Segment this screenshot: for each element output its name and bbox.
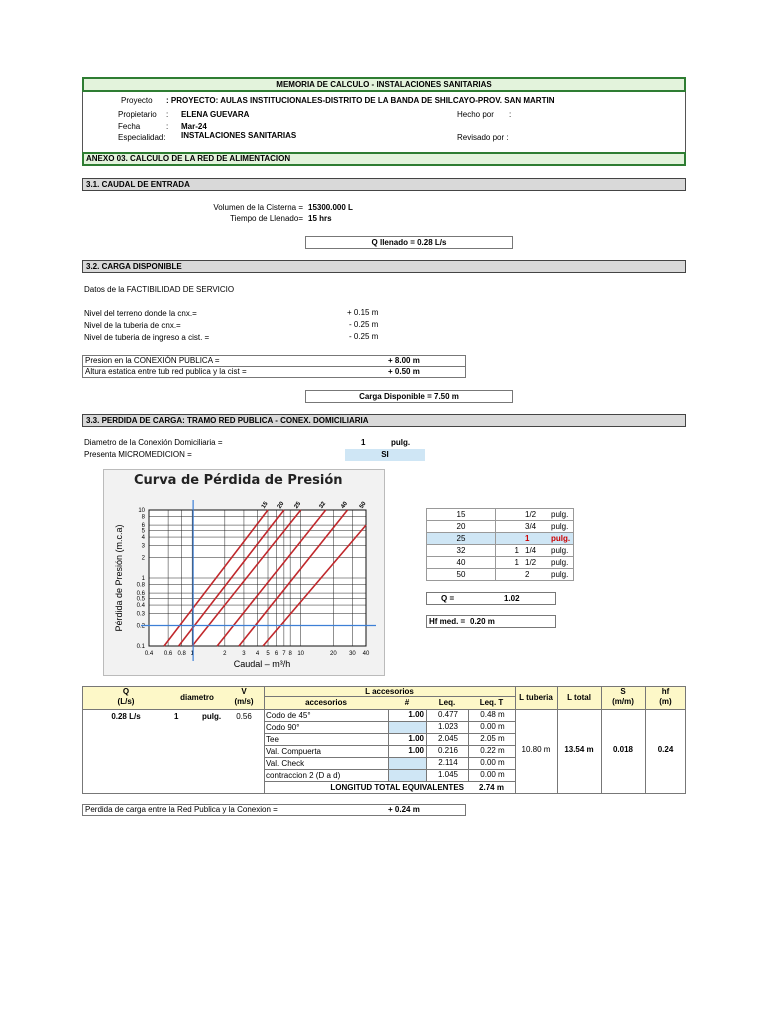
y-tick-label: 0.4 <box>136 603 145 610</box>
h-l-tuberia: L tuberia <box>519 693 553 702</box>
y-tick-label: 4 <box>141 535 145 542</box>
curve-label: 32 <box>318 500 328 510</box>
diameter-cell-mm: 20 <box>427 521 496 533</box>
q-llenado-label: Q llenado = <box>371 238 415 247</box>
altura-value: + 0.50 m <box>388 367 420 376</box>
altura-label: Altura estatica entre tub red publica y la cist = <box>85 367 247 376</box>
nivel-tuberia-value: - 0.25 m <box>349 320 379 329</box>
x-tick-label: 40 <box>362 651 370 657</box>
accesorio-name: Tee <box>266 735 279 744</box>
x-tick-label: 2 <box>223 651 227 657</box>
pressure-loss-chart <box>103 469 385 676</box>
nivel-tuberia-label: Nivel de la tuberia de cnx.= <box>84 321 181 330</box>
diametro-conexion-label: Diametro de la Conexión Domiciliaria = <box>84 438 223 447</box>
tiempo-value: 15 hrs <box>308 214 332 223</box>
col-divider <box>515 686 516 794</box>
diameter-cell-mm: 32 <box>427 545 496 557</box>
carga-value: 7.50 m <box>434 392 459 401</box>
chart-plot <box>104 470 384 675</box>
x-tick-label: 3 <box>242 651 246 657</box>
y-tick-label: 0.8 <box>136 582 145 589</box>
y-tick-label: 0.3 <box>136 611 145 618</box>
diameter-cell-unit: pulg. <box>548 545 574 557</box>
y-tick-label: 0.1 <box>136 644 145 650</box>
propietario-value: ELENA GUEVARA <box>181 110 250 119</box>
nivel-terreno-label: Nivel del terreno donde la cnx.= <box>84 309 197 318</box>
y-tick-label: 5 <box>141 528 145 535</box>
h-leqt: Leq. T <box>479 698 504 707</box>
presion-label: Presion en la CONEXIÓN PUBLICA = <box>85 356 220 365</box>
accesorio-leqt: 0.48 m <box>468 710 516 721</box>
diameter-row <box>427 521 574 533</box>
fecha-colon: : <box>166 122 169 131</box>
l-tuberia-cell: 10.80 m <box>521 745 551 754</box>
report-title: MEMORIA DE CALCULO - INSTALACIONES SANITARIAS <box>82 77 686 92</box>
diametro-conexion-unit: pulg. <box>391 438 411 447</box>
h-q-unit: (L/s) <box>117 697 135 706</box>
diameter-cell-b: 1 <box>522 533 548 545</box>
nivel-ingreso-label: Nivel de tuberia de ingreso a cist. = <box>84 333 210 342</box>
h-diametro: diametro <box>180 693 214 702</box>
q-box-label: Q = <box>441 594 455 603</box>
y-tick-label: 10 <box>138 508 145 514</box>
y-axis-label: Pérdida de Presión (m.c.a) <box>114 524 124 632</box>
diameter-cell-unit: pulg. <box>548 557 574 569</box>
volumen-label: Volumen de la Cisterna = <box>213 203 303 212</box>
accesorio-leq: 2.114 <box>426 758 469 769</box>
diameter-cell-b: 1/2 <box>522 509 548 521</box>
h-q: Q <box>122 687 130 696</box>
accesorio-row <box>264 770 515 782</box>
col-divider <box>264 686 265 794</box>
v-cell: 0.56 <box>236 712 252 721</box>
diameter-row <box>427 545 574 557</box>
diameter-cell-unit: pulg. <box>548 533 574 545</box>
curve-label: 50 <box>358 500 368 510</box>
accesorio-leq: 1.023 <box>426 722 469 733</box>
accesorio-name: contraccion 2 (D a d) <box>266 771 341 780</box>
diameter-cell-a: 1 <box>496 545 523 557</box>
calc-table <box>82 686 686 794</box>
accesorio-num <box>388 722 426 733</box>
accesorio-name: Val. Compuerta <box>266 747 321 756</box>
diameter-cell-mm: 50 <box>427 569 496 581</box>
x-tick-label: 30 <box>349 651 356 657</box>
revisado-por-label: Revisado por : <box>457 133 509 142</box>
diameter-cell-mm: 25 <box>427 533 496 545</box>
accesorio-num: 1.00 <box>388 710 426 721</box>
y-tick-label: 3 <box>141 543 145 550</box>
accesorio-leqt: 0.22 m <box>468 746 516 757</box>
h-l-total: L total <box>567 693 591 702</box>
section-3-2-title: 3.2. CARGA DISPONIBLE <box>82 260 686 273</box>
diameter-cell-a <box>496 533 523 545</box>
q-box <box>426 592 556 605</box>
perdida-row <box>82 804 466 816</box>
l-total-cell: 13.54 m <box>564 745 594 754</box>
accesorio-leq: 0.216 <box>426 746 469 757</box>
diameter-cell-b: 1/4 <box>522 545 548 557</box>
diameter-row <box>427 569 574 581</box>
accesorio-row <box>264 758 515 770</box>
diameter-row <box>427 557 574 569</box>
total-equivalentes-value: 2.74 m <box>479 783 504 792</box>
col-divider <box>645 686 646 794</box>
hf-box-label: Hf med. = <box>429 617 466 626</box>
curve-label: 40 <box>340 500 350 510</box>
x-tick-label: 6 <box>274 651 279 657</box>
especialidad-label: Especialidad: <box>118 133 166 142</box>
section-3-1-title: 3.1. CAUDAL DE ENTRADA <box>82 178 686 191</box>
anexo-title: ANEXO 03. CALCULO DE LA RED DE ALIMENTACION <box>82 152 686 166</box>
accesorio-num <box>388 770 426 781</box>
micromedicion-value: SI <box>345 449 425 461</box>
diam-cell: 1 <box>174 712 179 721</box>
q-cell: 0.28 L/s <box>111 712 141 721</box>
q-box-value: 1.02 <box>504 594 520 603</box>
h-accesorios: accesorios <box>305 698 347 707</box>
especialidad-value: INSTALACIONES SANITARIAS <box>181 131 297 140</box>
accesorio-leq: 0.477 <box>426 710 469 721</box>
y-tick-label: 8 <box>141 514 145 521</box>
propietario-label: Propietario <box>118 110 157 119</box>
accesorio-name: Codo de 45° <box>266 711 311 720</box>
diameter-cell-b: 3/4 <box>522 521 548 533</box>
chart-title: Curva de Pérdida de Presión <box>134 473 343 488</box>
diameter-cell-b: 2 <box>522 569 548 581</box>
h-num: # <box>404 698 410 707</box>
hf-cell: 0.24 <box>657 745 674 754</box>
diameter-row <box>427 509 574 521</box>
perdida-label: Perdida de carga entre la Red Publica y la Conexion = <box>85 805 278 814</box>
x-tick-label: 1 <box>190 651 194 657</box>
diameter-cell-a <box>496 569 523 581</box>
accesorio-leq: 1.045 <box>426 770 469 781</box>
proyecto-label: Proyecto <box>121 96 153 105</box>
curve-label: 15 <box>260 500 270 510</box>
x-tick-label: 10 <box>297 651 305 657</box>
diameter-table <box>426 508 574 581</box>
tiempo-label: Tiempo de Llenado= <box>230 214 303 223</box>
y-tick-label: 1 <box>141 576 145 582</box>
diameter-cell-mm: 40 <box>427 557 496 569</box>
diameter-cell-a <box>496 521 523 533</box>
accesorio-leqt: 0.00 m <box>468 758 516 769</box>
accesorio-num: 1.00 <box>388 734 426 745</box>
accesorio-leq: 2.045 <box>426 734 469 745</box>
diam-unit-cell: pulg. <box>202 712 222 721</box>
h-s-unit: (m/m) <box>612 697 634 706</box>
diameter-cell-a: 1 <box>496 557 523 569</box>
accesorio-leqt: 0.00 m <box>468 770 516 781</box>
altura-row <box>82 366 466 378</box>
s-cell: 0.018 <box>612 745 634 754</box>
volumen-value: 15300.000 L <box>308 203 353 212</box>
col-divider <box>601 686 602 794</box>
fecha-value: Mar-24 <box>181 122 207 131</box>
presion-value: + 8.00 m <box>388 356 420 365</box>
diameter-cell-unit: pulg. <box>548 569 574 581</box>
hecho-por-colon: : <box>509 110 512 119</box>
h-leq: Leq. <box>438 698 456 707</box>
h-hf: hf <box>661 687 670 696</box>
accesorio-row <box>264 722 515 734</box>
h-hf-unit: (m) <box>659 697 672 706</box>
accesorio-name: Codo 90° <box>266 723 300 732</box>
nivel-terreno-value: + 0.15 m <box>347 308 379 317</box>
carga-label: Carga Disponible = <box>359 392 432 401</box>
diameter-cell-mm: 15 <box>427 509 496 521</box>
diameter-cell-unit: pulg. <box>548 509 574 521</box>
accesorio-name: Val. Check <box>266 759 305 768</box>
total-equivalentes-label: LONGITUD TOTAL EQUIVALENTES <box>330 783 464 792</box>
y-tick-label: 6 <box>141 523 145 530</box>
accesorio-num: 1.00 <box>388 746 426 757</box>
x-tick-label: 20 <box>329 651 337 657</box>
h-s: S <box>620 687 626 696</box>
hecho-por-label: Hecho por <box>457 110 494 119</box>
accesorio-row <box>264 746 515 758</box>
x-tick-label: 5 <box>266 651 270 657</box>
factibilidad-label: Datos de la FACTIBILIDAD DE SERVICIO <box>84 285 235 294</box>
x-tick-label: 7 <box>282 651 286 657</box>
q-llenado-value: 0.28 L/s <box>417 238 447 247</box>
micromedicion-label: Presenta MICROMEDICION = <box>84 450 192 459</box>
hf-box <box>426 615 556 628</box>
hf-box-value: 0.20 m <box>470 617 495 626</box>
x-tick-label: 0.6 <box>163 651 173 657</box>
diameter-cell-b: 1/2 <box>522 557 548 569</box>
accesorio-num <box>388 758 426 769</box>
diameter-row <box>427 533 574 545</box>
propietario-colon: : <box>166 110 169 119</box>
y-tick-label: 0.5 <box>136 596 145 603</box>
y-tick-label: 0.2 <box>136 623 145 630</box>
h-v-unit: (m/s) <box>234 697 254 706</box>
diametro-conexion-value: 1 <box>361 438 366 447</box>
diameter-cell-a <box>496 509 523 521</box>
diameter-cell-unit: pulg. <box>548 521 574 533</box>
nivel-ingreso-value: - 0.25 m <box>349 332 379 341</box>
x-tick-label: 0.4 <box>144 651 154 657</box>
y-tick-label: 0.6 <box>136 591 145 598</box>
perdida-value: + 0.24 m <box>388 805 420 814</box>
x-axis-label: Caudal – m³/h <box>233 659 291 669</box>
total-equivalentes-row <box>264 782 515 794</box>
h-l-accesorios: L accesorios <box>264 687 515 697</box>
x-tick-label: 8 <box>288 651 292 657</box>
fecha-label: Fecha <box>118 122 141 131</box>
carga-disponible-box <box>305 390 513 403</box>
col-divider <box>557 686 558 794</box>
y-tick-label: 2 <box>141 555 145 562</box>
accesorios-rows <box>264 710 515 794</box>
section-3-3-title: 3.3. PERDIDA DE CARGA: TRAMO RED PUBLICA - CONEX. DOMICILIARIA <box>82 414 686 427</box>
h-v: V <box>241 687 247 696</box>
proyecto-value: : PROYECTO: AULAS INSTITUCIONALES-DISTRITO DE LA BANDA DE SHILCAYO-PROV. SAN MARTIN <box>166 96 555 105</box>
accesorio-row <box>264 710 515 722</box>
curve-label: 25 <box>293 500 303 510</box>
accesorio-leqt: 2.05 m <box>468 734 516 745</box>
x-tick-label: 0.8 <box>177 651 186 657</box>
curve-label: 20 <box>276 500 286 510</box>
accesorio-leqt: 0.00 m <box>468 722 516 733</box>
accesorio-row <box>264 734 515 746</box>
q-llenado-box <box>305 236 513 249</box>
x-tick-label: 4 <box>255 651 260 657</box>
